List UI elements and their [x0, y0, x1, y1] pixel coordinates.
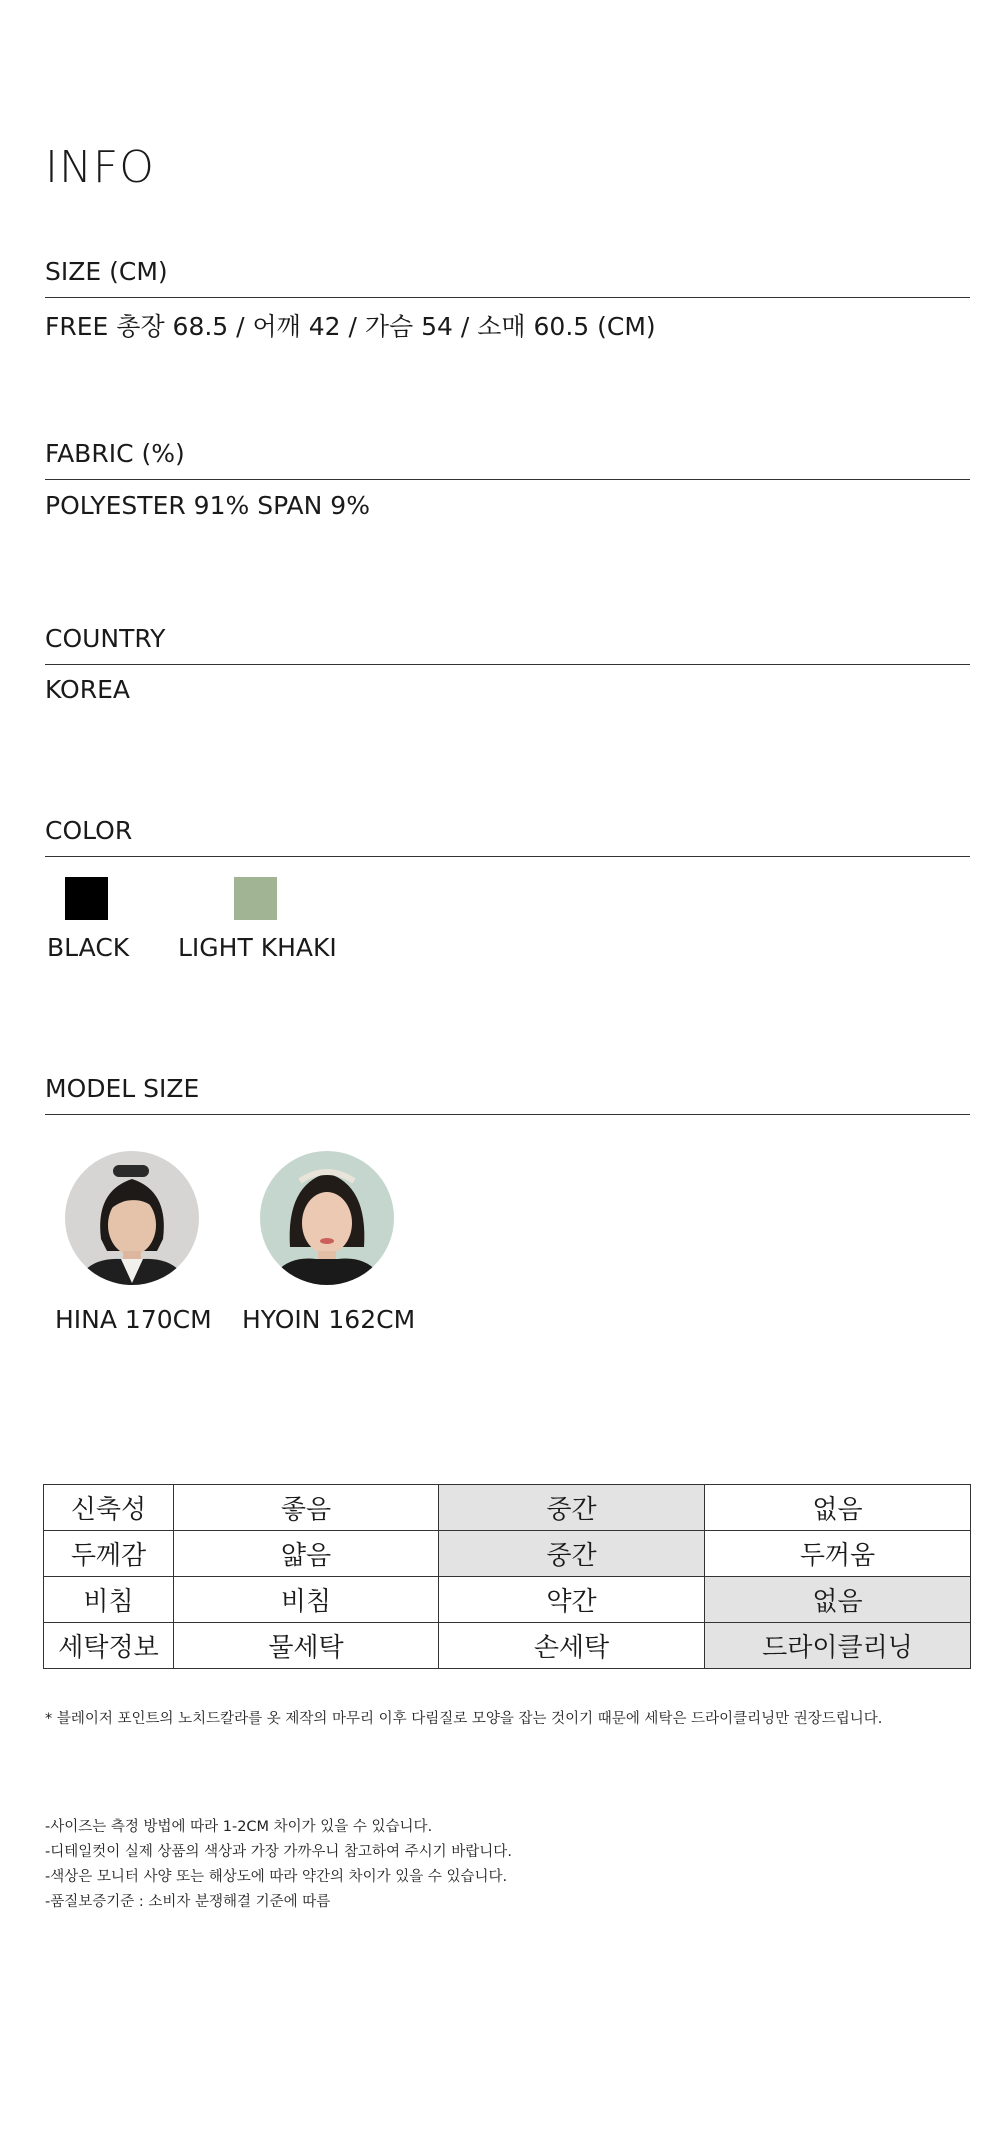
swatch-label-black: BLACK — [47, 933, 130, 962]
notice-line: -사이즈는 측정 방법에 따라 1-2CM 차이가 있을 수 있습니다. — [45, 1819, 433, 1835]
property-label: 신축성 — [44, 1485, 174, 1531]
property-label: 비침 — [44, 1577, 174, 1623]
property-label: 세탁정보 — [44, 1623, 174, 1669]
model-name-hina: HINA 170CM — [55, 1305, 212, 1334]
size-divider — [45, 297, 970, 298]
model-name-hyoin: HYOIN 162CM — [242, 1305, 416, 1334]
property-row-washing — [44, 1623, 971, 1669]
fabric-value: POLYESTER 91% SPAN 9% — [45, 491, 370, 520]
fabric-properties-table — [43, 1484, 971, 1669]
swatch-label-light-khaki: LIGHT KHAKI — [178, 933, 337, 962]
swatch-black[interactable] — [65, 877, 108, 920]
model-size-divider — [45, 1114, 970, 1115]
avatar-hyoin — [260, 1151, 394, 1285]
notice-line: -색상은 모니터 사양 또는 해상도에 따라 약간의 차이가 있을 수 있습니다. — [45, 1869, 508, 1885]
notice-line: -품질보증기준 : 소비자 분쟁해결 기준에 따름 — [45, 1894, 331, 1910]
property-option: 비침 — [174, 1577, 439, 1623]
property-row-stretch — [44, 1485, 971, 1531]
country-label: COUNTRY — [45, 624, 166, 653]
property-option: 약간 — [439, 1577, 705, 1623]
care-note: * 블레이저 포인트의 노치드칼라를 옷 제작의 마무리 이후 다림질로 모양을 잡는 것이기 때문에 세탁은 드라이클리닝만 권장드립니다. — [45, 1711, 883, 1727]
property-option: 얇음 — [174, 1531, 439, 1577]
property-option: 좋음 — [174, 1485, 439, 1531]
property-option: 물세탁 — [174, 1623, 439, 1669]
swatch-light-khaki[interactable] — [234, 877, 277, 920]
property-label: 두께감 — [44, 1531, 174, 1577]
property-option: 두꺼움 — [705, 1531, 971, 1577]
property-option: 드라이클리닝 — [705, 1623, 971, 1669]
property-option: 중간 — [439, 1485, 705, 1531]
fabric-divider — [45, 479, 970, 480]
property-row-thickness — [44, 1531, 971, 1577]
property-option: 중간 — [439, 1531, 705, 1577]
country-value: KOREA — [45, 675, 130, 704]
size-label: SIZE (CM) — [45, 257, 168, 286]
size-value: FREE 총장 68.5 / 어깨 42 / 가슴 54 / 소매 60.5 (CM) — [45, 312, 656, 341]
color-divider — [45, 856, 970, 857]
notice-line: -디테일컷이 실제 상품의 색상과 가장 가까우니 참고하여 주시기 바랍니다. — [45, 1844, 512, 1860]
property-option: 손세탁 — [439, 1623, 705, 1669]
model-size-label: MODEL SIZE — [45, 1074, 200, 1103]
property-row-sheerness — [44, 1577, 971, 1623]
fabric-label: FABRIC (%) — [45, 439, 185, 468]
color-label: COLOR — [45, 816, 133, 845]
page-title: INFO — [45, 142, 155, 193]
country-divider — [45, 664, 970, 665]
property-option: 없음 — [705, 1485, 971, 1531]
property-option: 없음 — [705, 1577, 971, 1623]
avatar-hina — [65, 1151, 199, 1285]
